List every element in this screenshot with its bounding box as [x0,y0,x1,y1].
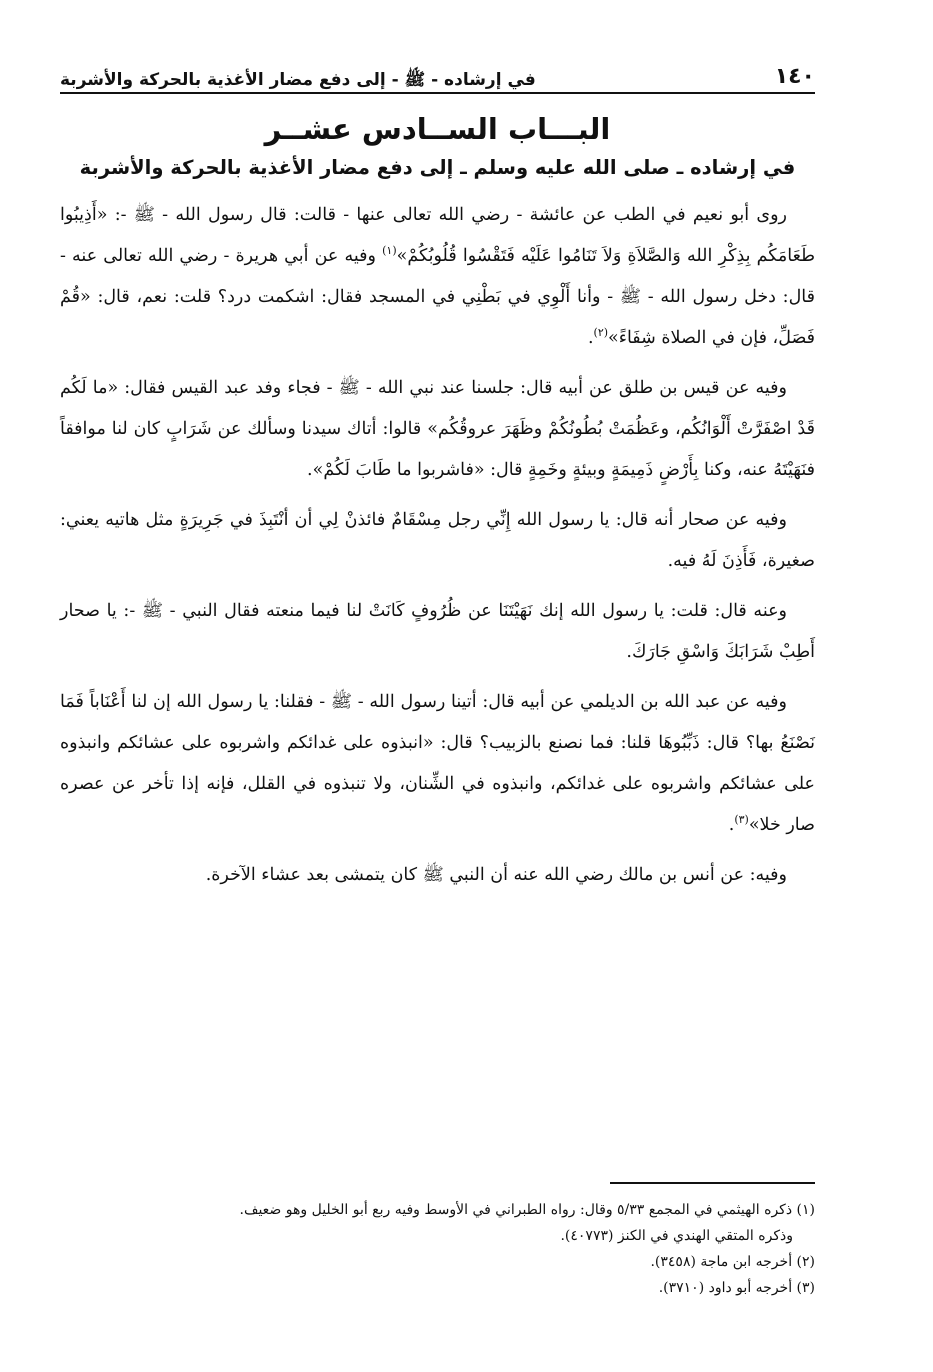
footnote-continuation: وذكره المتقي الهندي في الكنز (٤٠٧٧٣). [560,1228,793,1244]
footnote: (٣) أخرجه أبو داود (٣٧١٠). [658,1280,815,1296]
body-text [60,195,815,896]
paragraph-text: وفيه عن عبد الله بن الديلمي عن أبيه قال: أتينا رسول الله - ﷺ - فقلنا: يا رسول الله إن لنا أَعْنَاباً فَمَا نَصْنَعُ بها؟ قال: ذَبِّبُوهَا قلنا: فما نصنع بالزبيب؟ قال: «انبذوه على غدائكم واشربوه على عشائكم وانبذوه على عشائكم واشربوه على غدائكم، وانبذوه في الشِّنان، ولا تنبذوه في القلل، فإنه إذا تأخر عن عصره صار خلا» [60,692,815,835]
header-rule [60,92,815,94]
paragraph: وفيه: عن أنس بن مالك رضي الله عنه أن النبي ﷺ كان يتمشى بعد عشاء الآخرة. [205,865,787,885]
chapter-title: البـــاب الســادس عشــر [264,112,611,146]
paragraph [60,195,815,359]
chapter-subtitle: في إرشاده ـ صلى الله عليه وسلم ـ إلى دفع مضار الأغذية بالحركة والأشربة [79,156,796,179]
footnote-ref: (١) [382,244,397,258]
footnote-ref: (٢) [593,326,609,340]
running-title: في إرشاده - ﷺ - إلى دفع مضار الأغذية بالحركة والأشربة [60,69,536,90]
paragraph: وفيه عن قيس بن طلق عن أبيه قال: جلسنا عند نبي الله - ﷺ - فجاء وفد عبد القيس فقال: «ما لَكُم قَدْ اصْفَرَّتْ أَلْوَانُكُم، وعَظُمَتْ بُطُونُكُمْ وظَهَرَ عروقُكُم» قالوا: أتاك سيدنا وسألك عن شَرَابٍ كان لنا موافقاً فنَهَيْتَهُ عنه، وكنا بِأَرْضٍ ذَمِيمَةٍ وبيئةٍ وخَمِةٍ قال: «فاشربوا ما طَابَ لَكُمْ». [60,378,815,480]
paragraph-text: روى أبو نعيم في الطب عن عائشة - رضي الله تعالى عنها - قالت: قال رسول الله - ﷺ -: «أَذِيبُوا طَعَامَكُم بِذِكْرِ الله وَالصَّلاَةِ وَلاَ تَنَامُوا عَلَيْه فَتَقْسُوا قُلُوبُكُمْ» [60,205,816,266]
footnote-rule [610,1182,815,1184]
footnotes [60,1197,815,1301]
paragraph: وعنه قال: قلت: يا رسول الله إنك نَهَيْتَنَا عن ظُرُوفٍ كَانَتْ لنا فيما منعته فقال النبي - ﷺ -: يا صحار أَطِبْ شَرَابَكَ وَاسْقِ جَارَكَ. [60,601,815,662]
footnote-ref: (٣) [734,813,749,827]
paragraph-text: وفيه عن أبي هريرة - رضي الله تعالى عنه - قال: دخل رسول الله - ﷺ - وأنا أَلْوِي في بَطْنِي في المسجد فقال: اشكمت درد؟ قلت: نعم، قال: «قُمْ فَصَلِّ، فإن في الصلاة شِفَاءً» [60,246,815,348]
running-header [60,52,815,90]
paragraph [60,682,815,846]
paragraph: وفيه عن صحار أنه قال: يا رسول الله إِنِّي رجل مِسْقَامٌ فائذنْ لِي أن أنْتَبِذَ في جَرِيرَةٍ مثل هاتيه يعني: صغيرة، فَأَذِنَ لَهُ فيه. [60,510,815,571]
paragraph-text: . [587,328,594,348]
footnote: (٢) أخرجه ابن ماجة (٣٤٥٨). [650,1254,815,1270]
book-page [60,52,815,1352]
footnote: (١) ذكره الهيثمي في المجمع ٥/٣٣ وقال: رواه الطبراني في الأوسط وفيه ربع أبو الخليل وهو ضعيف. [239,1202,815,1218]
page-number: ١٤٠ [774,63,815,89]
paragraph-text: . [728,815,735,835]
